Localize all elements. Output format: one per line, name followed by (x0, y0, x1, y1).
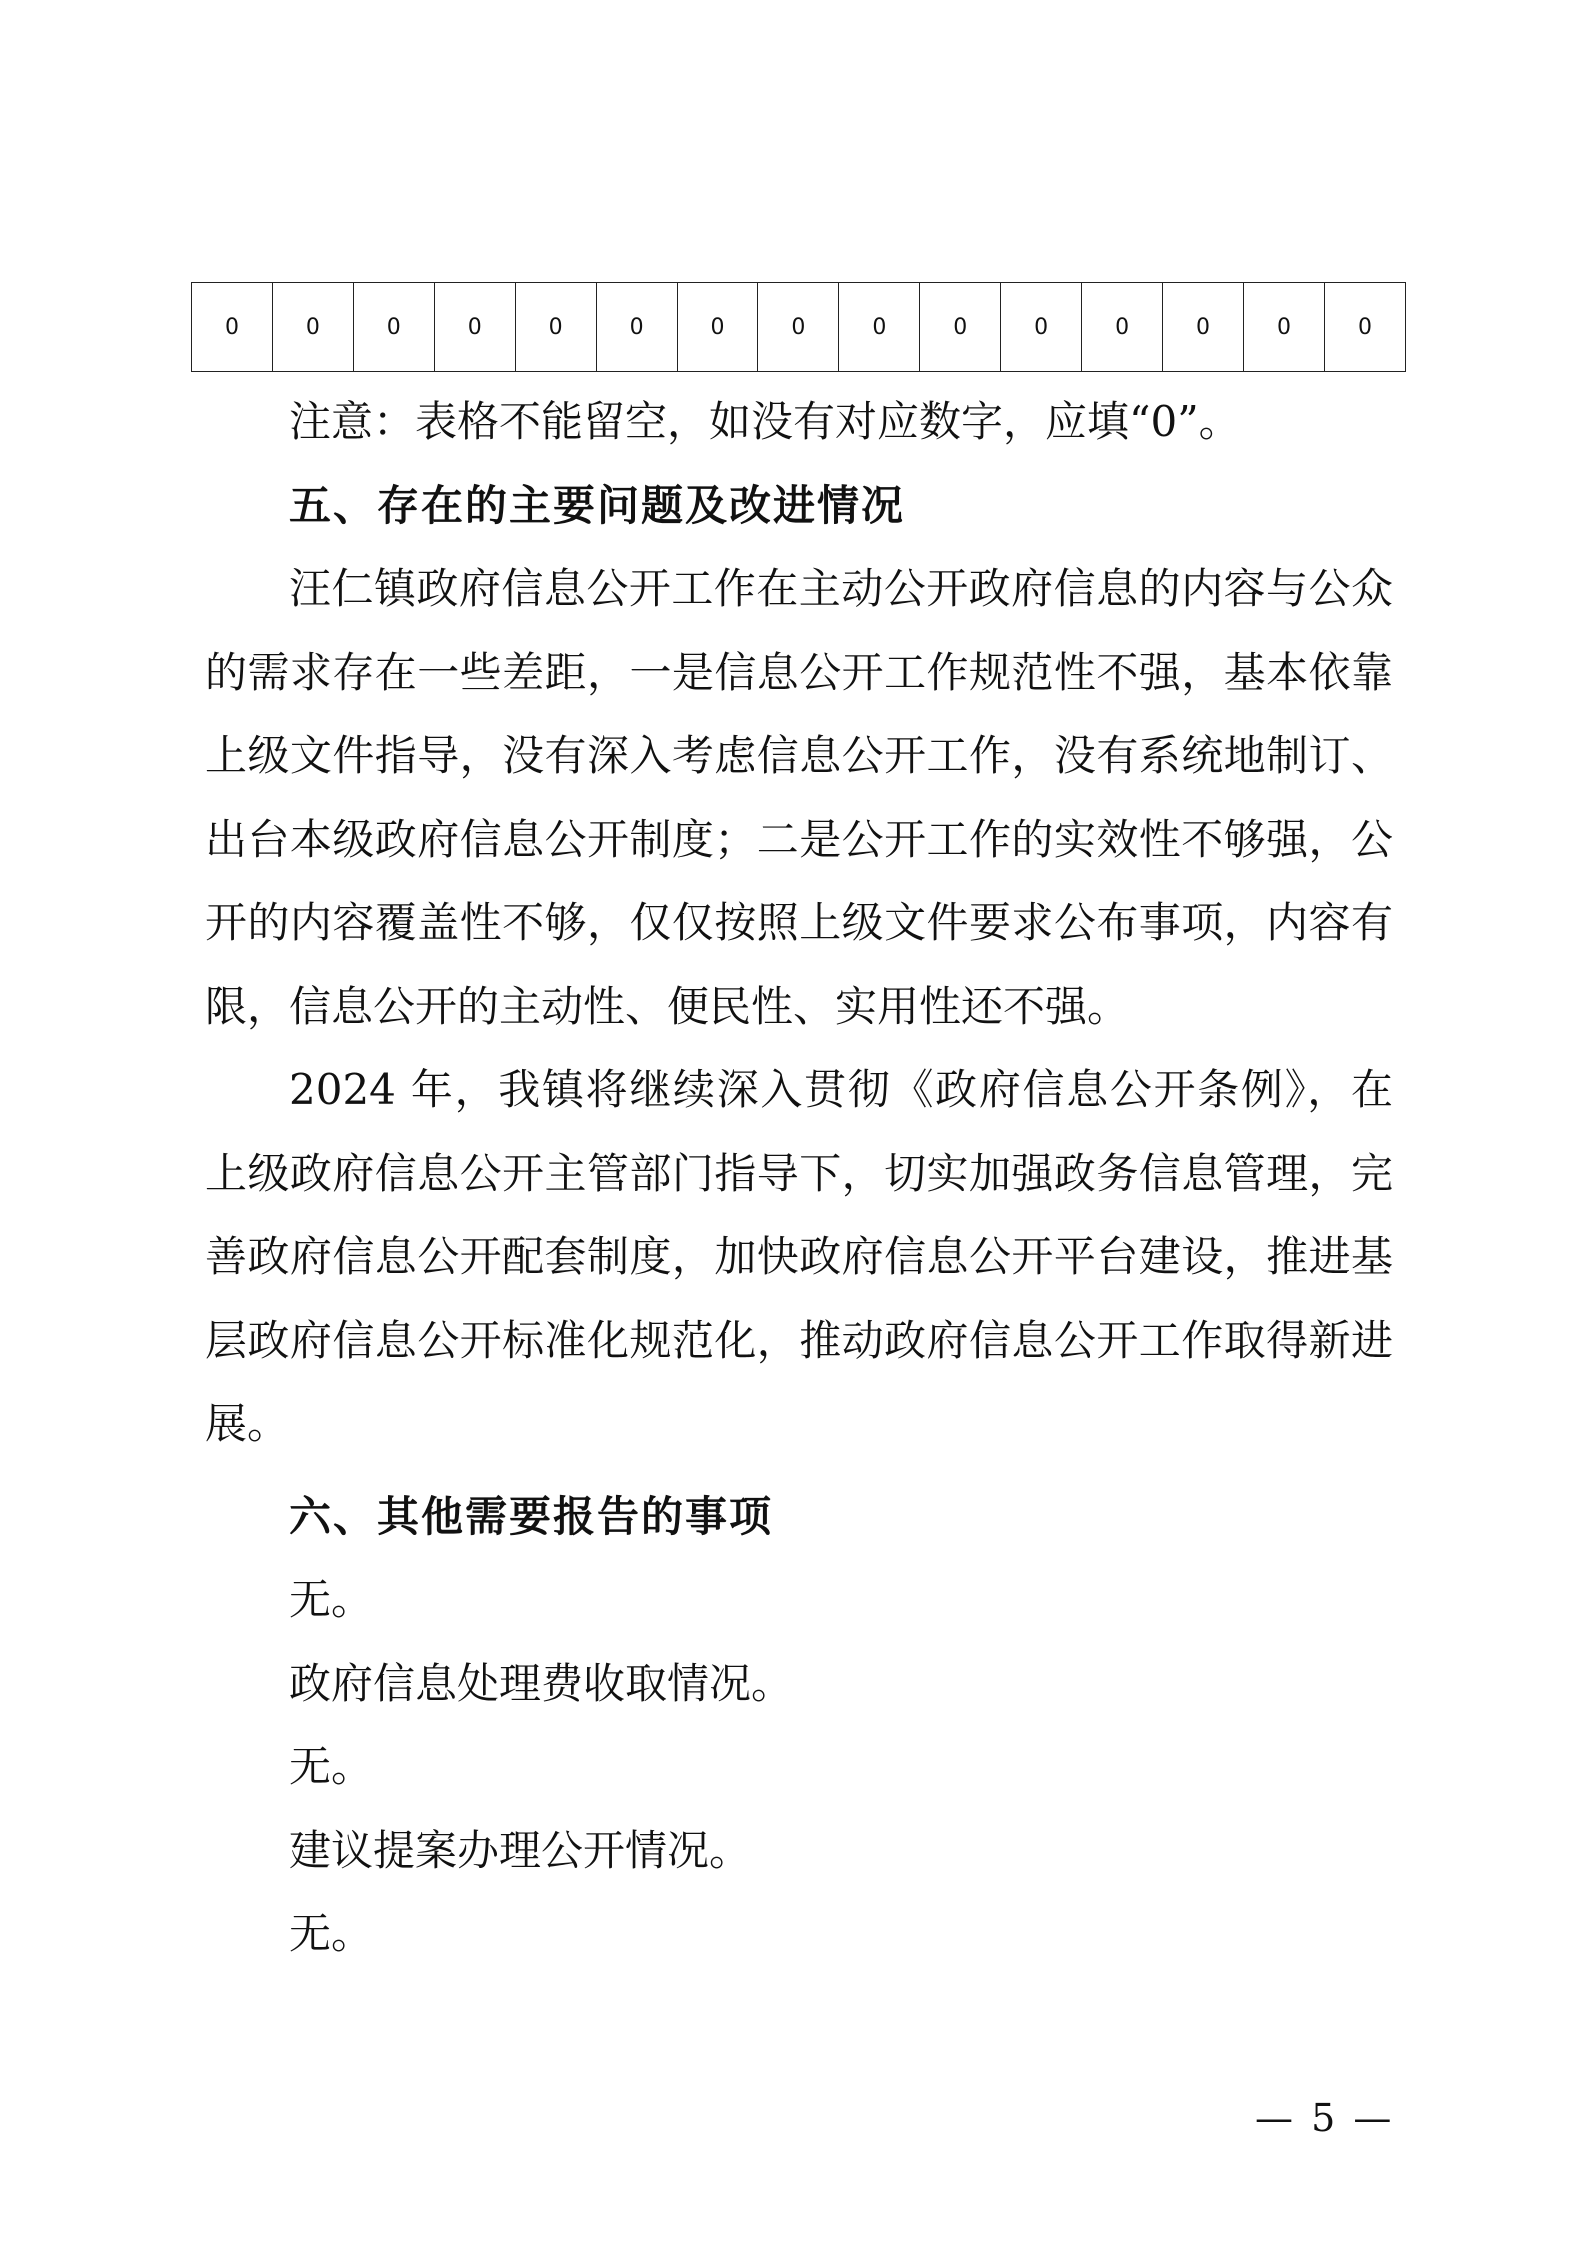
section-six-heading: 六、其他需要报告的事项 (289, 1491, 774, 1541)
table-cell: 0 (920, 283, 1001, 372)
section-five-paragraph-1: 汪仁镇政府信息公开工作在主动公开政府信息的内容与公众的需求存在一些差距，一是信息公开工作规范性不强，基本依靠上级文件指导，没有深入考虑信息公开工作，没有系统地制订、出台本级政府信息公开制度；二是公开工作的实效性不够强，公开的内容覆盖性不够，仅仅按照上级文件要求公布事项，内容有限，信息公开的主动性、便民性、实用性还不强。 (205, 564, 1393, 1031)
table-cell: 0 (353, 283, 434, 372)
table-cell: 0 (596, 283, 677, 372)
table-cell: 0 (1243, 283, 1324, 372)
table-note: 注意：表格不能留空，如没有对应数字，应填“0”。 (289, 397, 1241, 446)
table-cell: 0 (1163, 283, 1244, 372)
table-cell: 0 (515, 283, 596, 372)
table-cell: 0 (839, 283, 920, 372)
table-cell: 0 (677, 283, 758, 372)
statistics-table (191, 282, 1406, 372)
table-cell: 0 (272, 283, 353, 372)
table-cell: 0 (758, 283, 839, 372)
table-row (192, 283, 1406, 372)
table-cell: 0 (1324, 283, 1405, 372)
section-five-heading: 五、存在的主要问题及改进情况 (289, 480, 906, 530)
proposal-none: 无。 (289, 1909, 374, 1958)
section-six-none: 无。 (289, 1575, 374, 1624)
section-five-paragraph-2: 2024 年，我镇将继续深入贯彻《政府信息公开条例》，在上级政府信息公开主管部门指导下，切实加强政务信息管理，完善政府信息公开配套制度，加快政府信息公开平台建设，推进基层政府信息公开标准化规范化，推动政府信息公开工作取得新进展。 (205, 1065, 1393, 1448)
fee-heading: 政府信息处理费收取情况。 (289, 1658, 794, 1708)
fee-none: 无。 (289, 1742, 374, 1791)
table-cell: 0 (1082, 283, 1163, 372)
table-cell: 0 (192, 283, 273, 372)
proposal-heading: 建议提案办理公开情况。 (289, 1825, 752, 1875)
page-number: — 5 — (1255, 2096, 1395, 2140)
table-cell: 0 (434, 283, 515, 372)
document-body (205, 380, 1393, 1976)
table-cell: 0 (1001, 283, 1082, 372)
